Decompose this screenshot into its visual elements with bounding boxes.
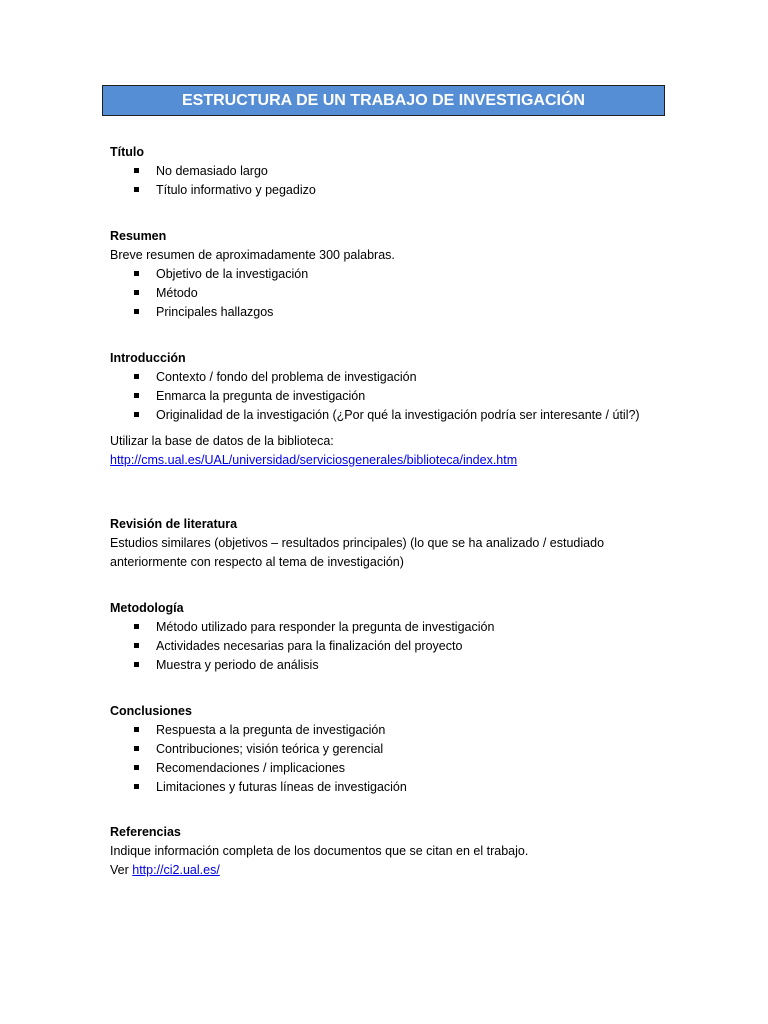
section-referencias (110, 823, 650, 880)
section-conclusiones (110, 702, 650, 797)
references-line (110, 861, 650, 880)
square-bullet-icon (134, 662, 139, 667)
list-item: No demasiado largo (110, 162, 650, 181)
list-item: Enmarca la pregunta de investigación (110, 387, 650, 406)
section-heading: Resumen (110, 229, 167, 243)
section-heading: Título (110, 145, 145, 159)
list-item: Originalidad de la investigación (¿Por qué la investigación podría ser interesante / útil?) (110, 406, 650, 425)
section-introduccion (110, 349, 650, 470)
square-bullet-icon (134, 187, 139, 192)
list-item: Recomendaciones / implicaciones (110, 759, 650, 778)
bullet-list (110, 162, 650, 200)
ci2-link[interactable]: http://ci2.ual.es/ (132, 863, 220, 877)
square-bullet-icon (134, 309, 139, 314)
square-bullet-icon (134, 271, 139, 276)
square-bullet-icon (134, 290, 139, 295)
square-bullet-icon (134, 374, 139, 379)
square-bullet-icon (134, 746, 139, 751)
square-bullet-icon (134, 765, 139, 770)
section-metodologia (110, 599, 650, 675)
list-item: Objetivo de la investigación (110, 265, 650, 284)
library-database-link[interactable]: http://cms.ual.es/UAL/universidad/serviciosgenerales/biblioteca/index.htm (110, 453, 518, 467)
section-heading: Revisión de literatura (110, 517, 238, 531)
section-titulo (110, 143, 650, 200)
square-bullet-icon (134, 784, 139, 789)
square-bullet-icon (134, 168, 139, 173)
list-item: Limitaciones y futuras líneas de investigación (110, 778, 650, 797)
list-item: Muestra y periodo de análisis (110, 656, 650, 675)
bullet-list (110, 618, 650, 675)
list-item: Respuesta a la pregunta de investigación (110, 721, 650, 740)
section-heading: Referencias (110, 825, 181, 839)
library-note: Utilizar la base de datos de la biblioteca: (110, 434, 334, 448)
section-resumen (110, 227, 650, 322)
list-item: Actividades necesarias para la finalización del proyecto (110, 637, 650, 656)
list-item: Contribuciones; visión teórica y gerencial (110, 740, 650, 759)
ver-prefix: Ver (110, 863, 129, 877)
list-item: Método utilizado para responder la pregunta de investigación (110, 618, 650, 637)
section-heading: Conclusiones (110, 704, 192, 718)
document-title: ESTRUCTURA DE UN TRABAJO DE INVESTIGACIÓN (102, 85, 665, 116)
square-bullet-icon (134, 412, 139, 417)
list-item: Principales hallazgos (110, 303, 650, 322)
list-item: Método (110, 284, 650, 303)
bullet-list (110, 368, 650, 425)
square-bullet-icon (134, 643, 139, 648)
section-intro: Estudios similares (objetivos – resultados principales) (lo que se ha analizado / estudiado anteriormente con respecto al tema de investigación) (110, 536, 605, 569)
section-heading: Metodología (110, 601, 184, 615)
list-item: Título informativo y pegadizo (110, 181, 650, 200)
section-revision-literatura (110, 515, 650, 572)
section-intro: Breve resumen de aproximadamente 300 palabras. (110, 248, 395, 262)
square-bullet-icon (134, 624, 139, 629)
section-intro: Indique información completa de los documentos que se citan en el trabajo. (110, 844, 529, 858)
list-item: Contexto / fondo del problema de investigación (110, 368, 650, 387)
section-heading: Introducción (110, 351, 186, 365)
square-bullet-icon (134, 393, 139, 398)
square-bullet-icon (134, 727, 139, 732)
bullet-list (110, 721, 650, 797)
bullet-list (110, 265, 650, 322)
